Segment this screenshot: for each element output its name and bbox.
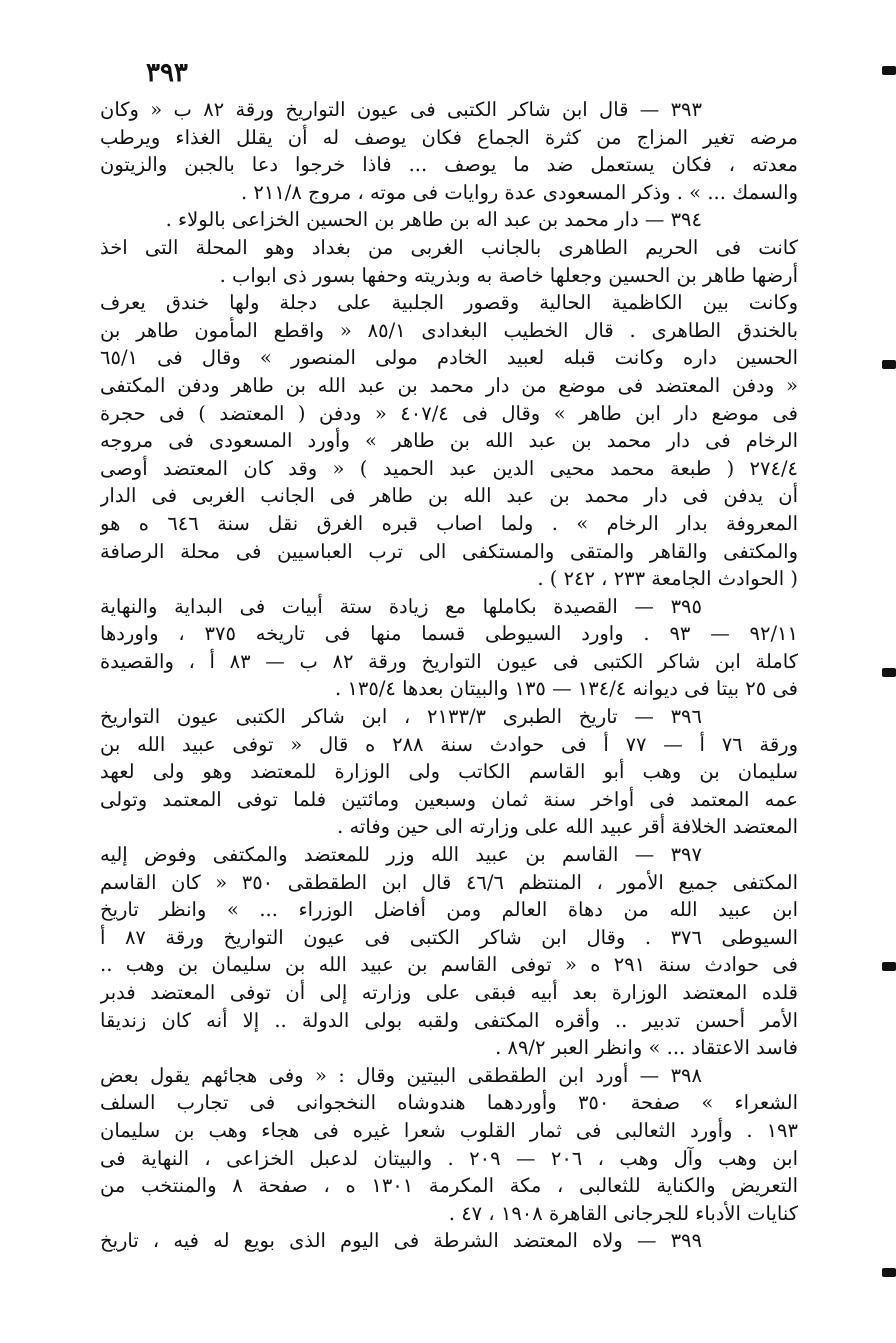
text-line: ٢٧٤/٤ ( طبعة محمد محيى الدين عبد الحميد ) « وقد كان المعتضد أوصى bbox=[100, 456, 798, 480]
text-line: الرخام فى دار محمد بن عبد الله بن طاهر » وأورد المسعودى فى مروجه bbox=[100, 429, 798, 453]
text-line: كاملة ابن شاكر الكتبى فى عيون التواريخ ورقة ٨٢ ب — ٨٣ أ ، والقصيدة bbox=[100, 649, 798, 673]
text-line: ٣٩٥ — القصيدة بكاملها مع زيادة ستة أبيات فى البداية والنهاية bbox=[100, 594, 702, 618]
text-line: ابن وهب وآل وهب ، ٢٠٦ — ٢٠٩ . والبيتان لدعبل الخزاعى ، النهاية فى bbox=[100, 1146, 798, 1170]
text-body bbox=[100, 96, 798, 1255]
margin-mark bbox=[882, 962, 896, 971]
text-line: ابن عبيد الله من دهاة العالم ومن أفاضل الوزراء ... » وانظر تاريخ bbox=[100, 898, 798, 922]
text-line: فى ٢٥ بيتا فى ديوانه ١٣٤/٤ — ١٣٥ والبيتان بعدها ١٣٥/٤ . bbox=[335, 677, 798, 701]
text-line: ٩٢/١١ — ٩٣ . واورد السيوطى قسما منها فى تاريخه ٣٧٥ ، واوردها bbox=[100, 622, 798, 646]
text-line: مرضه تغير المزاج من كثرة الجماع فكان يوصف له أن يقلل الغذاء ويرطب bbox=[100, 125, 798, 149]
text-line: معدته ، فكان يستعمل ضد ما يوصف ... فاذا خرجوا دعا بالجبن والزيتون bbox=[100, 153, 798, 177]
text-line: أن يدفن فى دار محمد بن عبد الله بن طاهر فى الجانب الغربى فى الدار bbox=[100, 484, 798, 508]
text-line: سليمان بن وهب أبو القاسم الكاتب ولى الوزارة للمعتضد وهو ولى لعهد bbox=[100, 760, 798, 784]
text-line: الشعراء » صفحة ٣٥٠ وأوردهما هندوشاه النخجوانى فى تجارب السلف bbox=[100, 1091, 798, 1115]
margin-mark bbox=[882, 668, 896, 677]
text-line: ٣٩٣ — قال ابن شاكر الكتبى فى عيون التواريخ ورقة ٨٢ ب « وكان bbox=[100, 98, 702, 121]
text-line: ١٩٣ . وأورد الثعالبى فى ثمار القلوب شعرا غيره فى هجاء وهب بن سليمان bbox=[100, 1118, 798, 1142]
text-line: ٣٩٧ — القاسم بن عبيد الله وزر للمعتضد والمكتفى وفوض إليه bbox=[100, 843, 702, 867]
text-line: التعريض والكناية للثعالبى ، مكة المكرمة ١٣٠١ ه ، صفحة ٨ والمنتخب من bbox=[100, 1174, 798, 1198]
text-line: وكانت بين الكاظمية الحالية وقصور الجلبية على دجلة ولها خندق يعرف bbox=[100, 291, 798, 315]
text-line: ( الحوادث الجامعة ٢٣٣ ، ٢٤٢ ) . bbox=[537, 567, 798, 591]
text-line: ورقة ٧٦ أ — ٧٧ أ فى حوادث سنة ٢٨٨ ه قال « توفى عبيد الله بن bbox=[100, 732, 798, 756]
margin-mark bbox=[882, 1268, 896, 1277]
text-line: ٣٩٩ — ولاه المعتضد الشرطة فى اليوم الذى بويع له فيه ، تاريخ bbox=[100, 1229, 702, 1253]
margin-mark bbox=[882, 360, 896, 369]
text-line: والسمك ... » . وذكر المسعودى عدة روايات فى موته ، مروج ٢١١/٨ . bbox=[240, 180, 798, 204]
text-line: المعروفة بدار الرخام » . ولما اصاب قبره الغرق نقل سنة ٦٤٦ ه هو bbox=[100, 511, 798, 535]
text-line: أرضها طاهر بن الحسين وجعلها خاصة به وبذريته وحفها بسور ذى ابواب . bbox=[219, 263, 798, 287]
text-line: كنايات الأدباء للجرجانى القاهرة ١٩٠٨ ، ٤٧ . bbox=[448, 1201, 798, 1225]
text-line: فى موضع دار ابن طاهر » وقال فى ٤٠٧/٤ « ودفن ( المعتضد ) فى حجرة bbox=[100, 401, 798, 425]
text-line: الأمر أحسن تدبير .. وأقره المكتفى ولقبه بولى الدولة .. إلا أنه كان زنديقا bbox=[100, 1008, 798, 1032]
text-line: ٣٩٤ — دار محمد بن عبد اله بن طاهر بن الحسين الخزاعى بالولاء . bbox=[165, 208, 702, 232]
text-line: كانت فى الحريم الطاهرى بالجانب الغربى من بغداد وهو المحلة التى اخذ bbox=[100, 235, 798, 259]
text-line: قلده المعتضد الوزارة بعد أبيه فبقى على وزارته إلى أن توفى المعتضد فدبر bbox=[100, 981, 798, 1004]
text-line: المعتضد الخلافة أقر عبيد الله على وزارته الى حين وفاته . bbox=[337, 815, 798, 839]
text-line: عمه المعتمد فى أواخر سنة ثمان وسبعين ومائتين فلما توفى المعتمد وتولى bbox=[100, 787, 798, 811]
text-line: الحسين داره وكانت قبله لعبيد الخادم مولى المنصور » وقال فى ٦٥/١ bbox=[100, 346, 798, 370]
text-line: فى حوادث سنة ٢٩١ ه « توفى القاسم بن عبيد الله بن سليمان بن وهب .. bbox=[100, 953, 798, 977]
text-line: ٣٩٨ — أورد ابن الطقطقى البيتين وقال : « وفى هجائهم يقول بعض bbox=[100, 1063, 702, 1087]
text-line: ٣٩٦ — تاريخ الطبرى ٢١٣٣/٣ ، ابن شاكر الكتبى عيون التواريخ bbox=[100, 705, 702, 729]
margin-mark bbox=[882, 66, 896, 75]
text-line: « ودفن المعتضد فى موضع من دار محمد بن عبد الله بن طاهر ودفن المكتفى bbox=[100, 373, 798, 397]
text-line: المكتفى جميع الأمور ، المنتظم ٤٦/٦ قال ابن الطقطقى ٣٥٠ « كان القاسم bbox=[100, 870, 798, 894]
page-number: ٣٩٣ bbox=[146, 58, 188, 88]
text-line: والمكتفى والقاهر والمتقى والمستكفى الى ترب العباسيين فى محلة الرصافة bbox=[100, 539, 798, 563]
text-line: فاسد الاعتقاد ... » وانظر العبر ٨٩/٢ . bbox=[495, 1036, 798, 1060]
text-line: بالخندق الطاهرى . قال الخطيب البغدادى ٨٥/١ « واقطع المأمون طاهر بن bbox=[100, 318, 798, 342]
text-line: السيوطى ٣٧٦ . وقال ابن شاكر الكتبى فى عيون التواريخ ورقة ٨٧ أ bbox=[100, 925, 798, 949]
